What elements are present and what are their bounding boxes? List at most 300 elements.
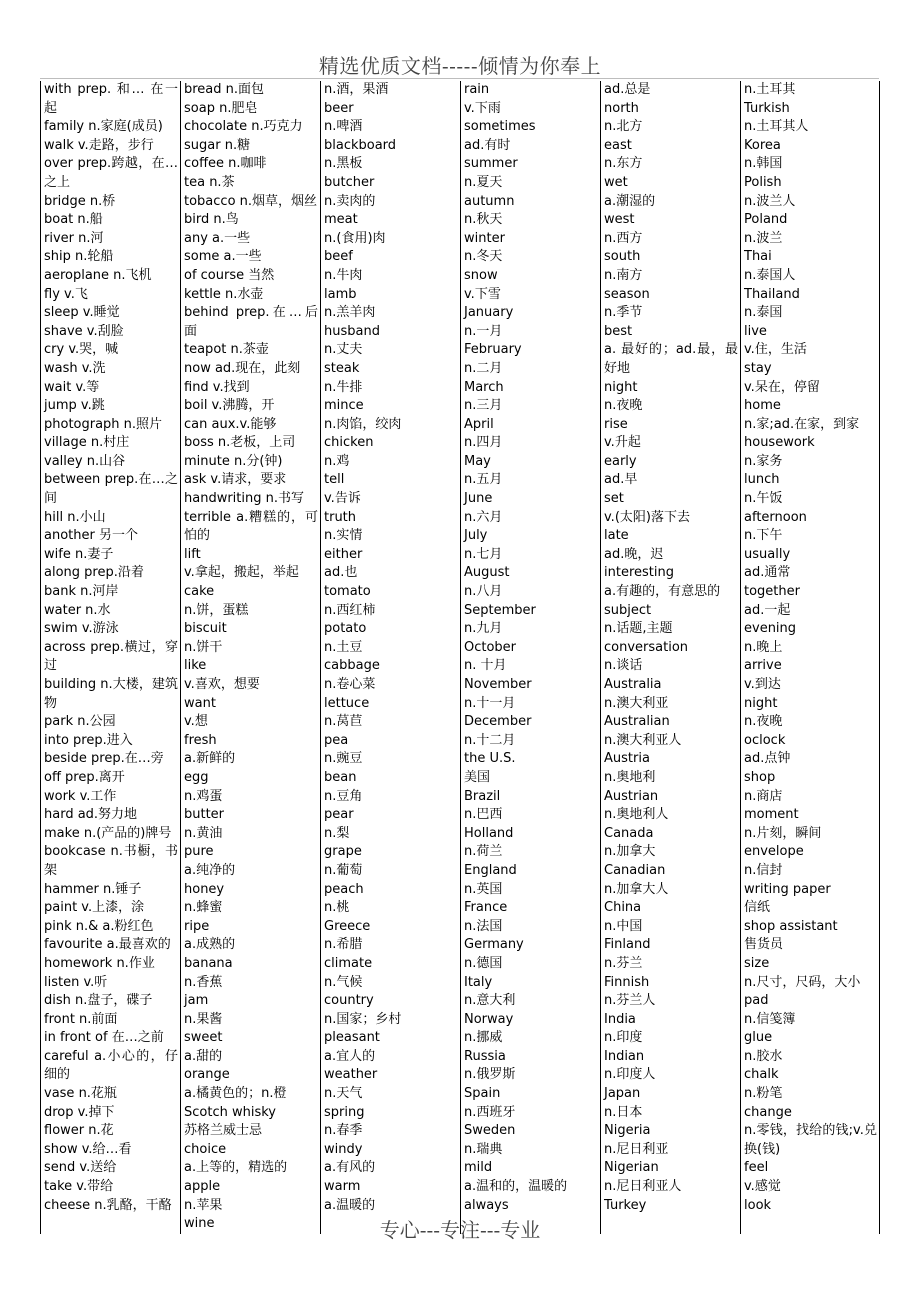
- vocab-entry: 售货员: [744, 937, 784, 953]
- vocab-entry: family n.家庭(成员): [44, 119, 163, 135]
- vocab-entry: n.话题,主题: [604, 621, 673, 637]
- vocab-entry: water n.水: [44, 602, 111, 618]
- vocab-entry: June: [464, 491, 493, 507]
- vocab-entry: always: [464, 1197, 509, 1213]
- vocab-entry: n.豌豆: [324, 751, 363, 767]
- vocab-entry: n.豆角: [324, 788, 363, 804]
- vocab-entry: n.饼，蛋糕: [184, 602, 249, 618]
- vocab-entry: photograph n.照片: [44, 416, 163, 432]
- vocab-entry: n.下午: [744, 528, 783, 544]
- vocab-entry: together: [744, 584, 800, 600]
- vocab-entry: envelope: [744, 844, 804, 860]
- page-header: 精选优质文档-----倾情为你奉上: [318, 54, 602, 78]
- vocab-entry: Thai: [744, 249, 772, 265]
- vocab-entry: ad.点钟: [744, 751, 791, 767]
- vocab-entry: night: [604, 379, 638, 395]
- vocab-entry: Greece: [324, 918, 371, 934]
- vocab-entry: dish n.盘子，碟子: [44, 993, 153, 1009]
- vocab-entry: n.梨: [324, 825, 350, 841]
- vocab-entry: n.午饭: [744, 491, 783, 507]
- vocab-entry: home: [744, 398, 781, 414]
- vocab-entry: September: [464, 602, 536, 618]
- vocab-entry: a.成熟的: [184, 937, 236, 953]
- vocab-entry: bread n.面包: [184, 82, 265, 97]
- vocab-entry: n.东方: [604, 156, 643, 172]
- vocab-entry: n.春季: [324, 1123, 363, 1139]
- vocab-entry: boss n.老板，上司: [184, 435, 296, 451]
- vocab-entry: a.潮湿的: [604, 193, 656, 209]
- vocab-entry: n.法国: [464, 918, 503, 934]
- vocab-entry: look: [744, 1197, 772, 1213]
- vocab-entry: n.苹果: [184, 1197, 223, 1213]
- vocab-entry: wash v.洗: [44, 360, 106, 376]
- vocab-entry: wine: [184, 1216, 215, 1232]
- vocab-entry: terrible a.糟糕的，可怕的: [184, 509, 318, 544]
- vocab-entry: boil v.沸腾，开: [184, 398, 275, 414]
- vocab-entry: a.有趣的，有意思的: [604, 584, 721, 600]
- vocab-entry: river n.河: [44, 230, 104, 246]
- vocab-entry: hill n.小山: [44, 509, 106, 525]
- vocab-entry: glue: [744, 1030, 773, 1046]
- vocab-entry: winter: [464, 230, 505, 246]
- vocab-entry: rain: [464, 82, 490, 97]
- vocab-entry: can aux.v.能够: [184, 416, 277, 432]
- vocab-entry: Spain: [464, 1086, 501, 1102]
- vocab-entry: lift: [184, 546, 201, 562]
- vocab-entry: n.鸡: [324, 453, 350, 469]
- vocab-entry: n.冬天: [464, 249, 503, 265]
- vocab-entry: n.牛排: [324, 379, 363, 395]
- vocab-entry: ask v.请求，要求: [184, 472, 287, 488]
- vocab-entry: interesting: [604, 565, 674, 581]
- vocab-entry: n.尺寸，尺码，大小: [744, 974, 861, 990]
- vocab-entry: meat: [324, 212, 358, 228]
- vocab-entry: a.上等的，精选的: [184, 1160, 288, 1176]
- vocab-entry: coffee n.咖啡: [184, 156, 267, 172]
- vocab-entry: a.温暖的: [324, 1197, 376, 1213]
- vocab-entry: n.西红柿: [324, 602, 376, 618]
- vocab-entry: Thailand: [744, 286, 800, 302]
- vocab-entry: n.土豆: [324, 639, 363, 655]
- vocab-entry: show v.给…看: [44, 1141, 132, 1157]
- vocab-entry: n.天气: [324, 1086, 363, 1102]
- vocab-entry: vase n.花瓶: [44, 1086, 117, 1102]
- vocab-entry: n.牛肉: [324, 267, 363, 283]
- vocab-column-1: [40, 81, 180, 1234]
- vocab-entry: Finland: [604, 937, 651, 953]
- vocab-entry: north: [604, 100, 639, 116]
- vocab-entry: chicken: [324, 435, 374, 451]
- vocab-entry: v.呆在，停留: [744, 379, 820, 395]
- vocab-entry: v.(太阳)落下去: [604, 509, 690, 525]
- vocab-entry: pad: [744, 993, 769, 1009]
- vocab-entry: autumn: [464, 193, 515, 209]
- vocab-entry: like: [184, 658, 207, 674]
- vocab-entry: n.巴西: [464, 807, 503, 823]
- vocab-entry: n.挪威: [464, 1030, 503, 1046]
- vocab-entry: n.加拿大人: [604, 881, 669, 897]
- vocab-entry: n.卖肉的: [324, 193, 376, 209]
- vocab-entry: March: [464, 379, 504, 395]
- vocab-entry: park n.公园: [44, 714, 116, 730]
- vocab-entry: wife n.妻子: [44, 546, 114, 562]
- vocab-entry: n.谈话: [604, 658, 643, 674]
- vocab-entry: ad.晚，迟: [604, 546, 664, 562]
- vocab-entry: fresh: [184, 732, 217, 748]
- vocab-entry: n.加拿大: [604, 844, 656, 860]
- vocab-entry: chalk: [744, 1067, 779, 1083]
- vocab-entry: honey: [184, 881, 225, 897]
- vocab-entry: oclock: [744, 732, 786, 748]
- page-footer: 专心---专注---专业: [379, 1218, 541, 1242]
- vocab-entry: housework: [744, 435, 815, 451]
- vocab-entry: n.(食用)肉: [324, 230, 386, 246]
- vocab-entry: n.夏天: [464, 174, 503, 190]
- vocab-entry: n.零钱，找给的钱;v.兑换(钱): [744, 1123, 877, 1157]
- vocab-entry: Finnish: [604, 974, 650, 990]
- vocab-entry: n.果酱: [184, 1011, 223, 1027]
- vocab-entry: v.感觉: [744, 1179, 781, 1195]
- vocab-entry: a.橘黄色的；n.橙: [184, 1086, 287, 1102]
- vocab-entry: afternoon: [744, 509, 807, 525]
- vocab-entry: beef: [324, 249, 353, 265]
- vocab-entry: season: [604, 286, 650, 302]
- vocab-entry: chocolate n.巧克力: [184, 119, 303, 135]
- vocab-entry: n.卷心菜: [324, 677, 376, 692]
- vocab-entry: n.瑞典: [464, 1141, 503, 1157]
- vocab-entry: n. 十月: [464, 658, 507, 674]
- vocab-entry: work v.工作: [44, 788, 117, 804]
- vocab-entry: n.泰国人: [744, 267, 796, 283]
- vocab-entry: across prep.横过，穿过: [44, 639, 178, 674]
- vocab-entry: n.德国: [464, 955, 503, 971]
- vocab-entry: n.奥地利: [604, 769, 656, 785]
- vocab-entry: France: [464, 900, 508, 916]
- vocab-entry: ad.早: [604, 472, 638, 488]
- vocab-entry: n.希腊: [324, 937, 363, 953]
- vocab-column-5: [600, 81, 740, 1234]
- vocab-entry: n.韩国: [744, 156, 783, 172]
- vocab-entry: south: [604, 249, 641, 265]
- vocab-entry: n.七月: [464, 546, 503, 562]
- vocab-entry: n.八月: [464, 584, 503, 600]
- vocab-entry: blackboard: [324, 137, 397, 153]
- vocab-entry: butter: [184, 807, 225, 823]
- vocab-entry: bank n.河岸: [44, 584, 119, 600]
- vocab-entry: n.片刻，瞬间: [744, 825, 822, 841]
- vocab-entry: n.晚上: [744, 639, 783, 655]
- vocab-entry: shop: [744, 769, 776, 785]
- vocab-entry: n.桃: [324, 900, 350, 916]
- vocab-entry: ad.一起: [744, 602, 791, 618]
- vocab-entry: homework n.作业: [44, 955, 155, 971]
- vocab-entry: behind prep.在…后面: [184, 305, 318, 339]
- vocab-entry: England: [464, 862, 517, 878]
- vocab-entry: n.泰国: [744, 305, 783, 321]
- vocab-entry: subject: [604, 602, 652, 618]
- vocab-entry: n.澳大利亚人: [604, 732, 682, 748]
- vocab-entry: in front of 在…之前: [44, 1030, 164, 1046]
- vocab-entry: tea n.茶: [184, 174, 235, 190]
- vocab-entry: January: [464, 305, 514, 321]
- vocab-entry: night: [744, 695, 778, 711]
- vocab-entry: usually: [744, 546, 791, 562]
- vocab-entry: n.秋天: [464, 212, 503, 228]
- vocab-entry: n.三月: [464, 398, 503, 414]
- vocab-entry: 美国: [464, 769, 491, 785]
- vocab-entry: May: [464, 453, 491, 469]
- vocab-entry: paint v.上漆，涂: [44, 900, 145, 916]
- vocab-entry: n.土耳其: [744, 82, 796, 97]
- vocab-entry: writing paper: [744, 881, 831, 897]
- vocab-entry: Korea: [744, 137, 781, 153]
- vocab-entry: Italy: [464, 974, 493, 990]
- vocab-entry: lunch: [744, 472, 780, 488]
- vocab-entry: n.十一月: [464, 695, 516, 711]
- vocab-entry: Russia: [464, 1048, 506, 1064]
- vocab-entry: n.酒，果酒: [324, 82, 389, 97]
- vocab-entry: cabbage: [324, 658, 380, 674]
- vocab-entry: late: [604, 528, 629, 544]
- vocab-entry: country: [324, 993, 374, 1009]
- vocab-entry: jam: [184, 993, 209, 1009]
- vocab-entry: Australia: [604, 677, 662, 692]
- vocab-entry: n.九月: [464, 621, 503, 637]
- vocab-entry: bookcase n.书橱，书架: [44, 844, 178, 878]
- vocab-entry: send v.送给: [44, 1160, 117, 1176]
- vocab-entry: n.葡萄: [324, 862, 363, 878]
- vocab-entry: tomato: [324, 584, 371, 600]
- vocab-entry: some a.一些: [184, 249, 262, 265]
- vocab-entry: n.粉笔: [744, 1086, 783, 1102]
- vocab-entry: n.英国: [464, 881, 503, 897]
- vocab-entry: 信纸: [744, 900, 771, 916]
- vocab-entry: India: [604, 1011, 636, 1027]
- vocab-entry: ad.通常: [744, 565, 791, 581]
- vocab-entry: bridge n.桥: [44, 193, 116, 209]
- vocab-entry: v.下雨: [464, 100, 501, 116]
- vocab-entry: either: [324, 546, 363, 562]
- vocab-entry: listen v.听: [44, 974, 108, 990]
- header-rule: [40, 78, 879, 79]
- vocab-entry: Austrian: [604, 788, 659, 804]
- vocab-entry: bean: [324, 769, 357, 785]
- vocab-entry: v.想: [184, 714, 208, 730]
- vocab-entry: hard ad.努力地: [44, 807, 138, 823]
- vocab-entry: aeroplane n.飞机: [44, 267, 152, 283]
- vocab-entry: August: [464, 565, 510, 581]
- vocab-entry: lettuce: [324, 695, 370, 711]
- vocab-entry: n.夜晚: [744, 714, 783, 730]
- vocab-entry: n.气候: [324, 974, 363, 990]
- vocab-entry: another 另一个: [44, 528, 138, 544]
- vocab-entry: find v.找到: [184, 379, 250, 395]
- vocab-entry: n.实情: [324, 528, 363, 544]
- vocab-column-2: [180, 81, 320, 1234]
- vocab-entry: walk v.走路，步行: [44, 137, 154, 153]
- vocab-entry: n.国家；乡村: [324, 1011, 402, 1027]
- vocab-entry: favourite a.最喜欢的: [44, 937, 171, 953]
- vocab-entry: n.胶水: [744, 1048, 783, 1064]
- vocab-entry: sometimes: [464, 119, 536, 135]
- vocab-entry: sugar n.糖: [184, 137, 251, 153]
- vocab-column-4: [460, 81, 600, 1234]
- vocab-entry: December: [464, 714, 532, 730]
- vocab-entry: a. 最好的；ad.最，最好地: [604, 342, 738, 376]
- vocab-entry: of course 当然: [184, 267, 275, 283]
- vocab-entry: v.拿起，搬起，举起: [184, 565, 299, 581]
- vocab-entry: sweet: [184, 1030, 223, 1046]
- vocab-entry: east: [604, 137, 632, 153]
- vocab-entry: Canada: [604, 825, 654, 841]
- vocab-entry: n.四月: [464, 435, 503, 451]
- vocab-entry: a.温和的，温暖的: [464, 1179, 568, 1195]
- vocab-entry: n.一月: [464, 323, 503, 339]
- vocab-entry: along prep.沿着: [44, 565, 144, 581]
- vocab-entry: n.印度人: [604, 1067, 656, 1083]
- vocab-entry: hammer n.锤子: [44, 881, 142, 897]
- vocab-entry: careful a.小心的，仔细的: [44, 1048, 178, 1083]
- vocab-entry: n.北方: [604, 119, 643, 135]
- vocab-entry: peach: [324, 881, 364, 897]
- vocab-entry: windy: [324, 1141, 363, 1157]
- vocab-column-3: [320, 81, 460, 1234]
- vocab-entry: jump v.跳: [44, 398, 105, 414]
- vocab-entry: Canadian: [604, 862, 666, 878]
- vocab-entry: n.波兰人: [744, 193, 796, 209]
- vocab-entry: n.中国: [604, 918, 643, 934]
- vocab-entry: 苏格兰威士忌: [184, 1123, 263, 1139]
- vocab-entry: climate: [324, 955, 373, 971]
- vocab-entry: mild: [464, 1160, 493, 1176]
- vocab-entry: potato: [324, 621, 367, 637]
- vocab-entry: building n.大楼，建筑物: [44, 677, 178, 711]
- vocab-entry: October: [464, 639, 517, 655]
- vocab-entry: Turkey: [604, 1197, 647, 1213]
- vocab-entry: n.季节: [604, 305, 643, 321]
- vocab-entry: spring: [324, 1104, 365, 1120]
- vocab-entry: v.告诉: [324, 491, 361, 507]
- vocab-entry: fly v.飞: [44, 286, 88, 302]
- vocab-entry: set: [604, 491, 624, 507]
- vocab-entry: n.十二月: [464, 732, 516, 748]
- vocab-entry: beer: [324, 100, 354, 116]
- vocab-entry: banana: [184, 955, 233, 971]
- vocab-entry: Nigerian: [604, 1160, 659, 1176]
- vocab-entry: soap n.肥皂: [184, 100, 258, 116]
- vocab-entry: egg: [184, 769, 209, 785]
- vocab-entry: any a.一些: [184, 230, 251, 246]
- vocab-entry: lamb: [324, 286, 357, 302]
- vocab-entry: ship n.轮船: [44, 249, 114, 265]
- vocab-entry: bird n.鸟: [184, 212, 239, 228]
- vocab-entry: July: [464, 528, 488, 544]
- vocab-entry: choice: [184, 1141, 227, 1157]
- vocab-entry: n.家;ad.在家，到家: [744, 416, 860, 432]
- vocab-entry: v.喜欢，想要: [184, 677, 260, 692]
- vocab-entry: summer: [464, 156, 518, 172]
- vocab-entry: arrive: [744, 658, 782, 674]
- vocab-entry: pink n.& a.粉红色: [44, 918, 154, 934]
- vocab-entry: early: [604, 453, 637, 469]
- vocab-entry: best: [604, 323, 633, 339]
- vocab-entry: n.日本: [604, 1104, 643, 1120]
- vocab-entry: truth: [324, 509, 357, 525]
- vocab-entry: butcher: [324, 174, 375, 190]
- vocab-entry: n.五月: [464, 472, 503, 488]
- vocab-entry: n.肉馅，绞肉: [324, 416, 402, 432]
- vocab-entry: cry v.哭，喊: [44, 342, 119, 358]
- vocab-entry: Sweden: [464, 1123, 516, 1139]
- vocab-entry: tell: [324, 472, 345, 488]
- vocab-entry: n.印度: [604, 1030, 643, 1046]
- vocab-entry: apple: [184, 1179, 221, 1195]
- vocab-entry: n.蜂蜜: [184, 900, 223, 916]
- vocab-entry: n.荷兰: [464, 844, 503, 860]
- vocab-entry: Brazil: [464, 788, 501, 804]
- vocab-entry: wait v.等: [44, 379, 100, 395]
- vocab-entry: pear: [324, 807, 354, 823]
- vocab-entry: over prep.跨越，在…之上: [44, 156, 178, 190]
- vocab-entry: weather: [324, 1067, 378, 1083]
- vocab-entry: off prep.离开: [44, 769, 125, 785]
- vocab-entry: feel: [744, 1160, 769, 1176]
- vocab-entry: a.宜人的: [324, 1048, 376, 1064]
- vocab-entry: size: [744, 955, 770, 971]
- vocab-entry: n.西方: [604, 230, 643, 246]
- vocab-entry: n.土耳其人: [744, 119, 809, 135]
- vocab-entry: a.甜的: [184, 1048, 223, 1064]
- vocab-entry: n.饼干: [184, 639, 223, 655]
- vocab-entry: orange: [184, 1067, 230, 1083]
- vocab-entry: rise: [604, 416, 628, 432]
- vocab-entry: n.南方: [604, 267, 643, 283]
- vocab-entry: with prep. 和… 在一起: [44, 82, 178, 116]
- vocab-entry: ad.有时: [464, 137, 511, 153]
- vocab-entry: want: [184, 695, 216, 711]
- vocab-entry: into prep.进入: [44, 732, 133, 748]
- vocab-entry: n.黑板: [324, 156, 363, 172]
- vocab-column-6: [740, 81, 880, 1234]
- vocab-entry: n.芬兰: [604, 955, 643, 971]
- vocab-entry: April: [464, 416, 494, 432]
- vocab-entry: between prep.在…之间: [44, 472, 178, 507]
- vocab-entry: n.意大利: [464, 993, 516, 1009]
- vocab-entry: Holland: [464, 825, 514, 841]
- vocab-entry: n.芬兰人: [604, 993, 656, 1009]
- vocab-entry: mince: [324, 398, 364, 414]
- vocab-entry: now ad.现在，此刻: [184, 360, 301, 376]
- vocab-entry: a.纯净的: [184, 862, 236, 878]
- vocab-entry: ad.也: [324, 565, 358, 581]
- vocab-entry: n.澳大利亚: [604, 695, 669, 711]
- vocab-entry: n.六月: [464, 509, 503, 525]
- vocab-entry: village n.村庄: [44, 435, 130, 451]
- vocab-entry: China: [604, 900, 642, 916]
- vocab-entry: snow: [464, 267, 498, 283]
- vocab-entry: live: [744, 323, 767, 339]
- vocab-entry: flower n.花: [44, 1123, 114, 1139]
- vocab-entry: shop assistant: [744, 918, 838, 934]
- vocab-entry: grape: [324, 844, 362, 860]
- vocab-entry: n.啤酒: [324, 119, 363, 135]
- vocab-entry: change: [744, 1104, 792, 1120]
- vocab-entry: valley n.山谷: [44, 453, 126, 469]
- vocab-entry: n.商店: [744, 788, 783, 804]
- vocab-entry: kettle n.水壶: [184, 286, 264, 302]
- vocab-entry: February: [464, 342, 522, 358]
- vocab-entry: teapot n.茶壶: [184, 342, 269, 358]
